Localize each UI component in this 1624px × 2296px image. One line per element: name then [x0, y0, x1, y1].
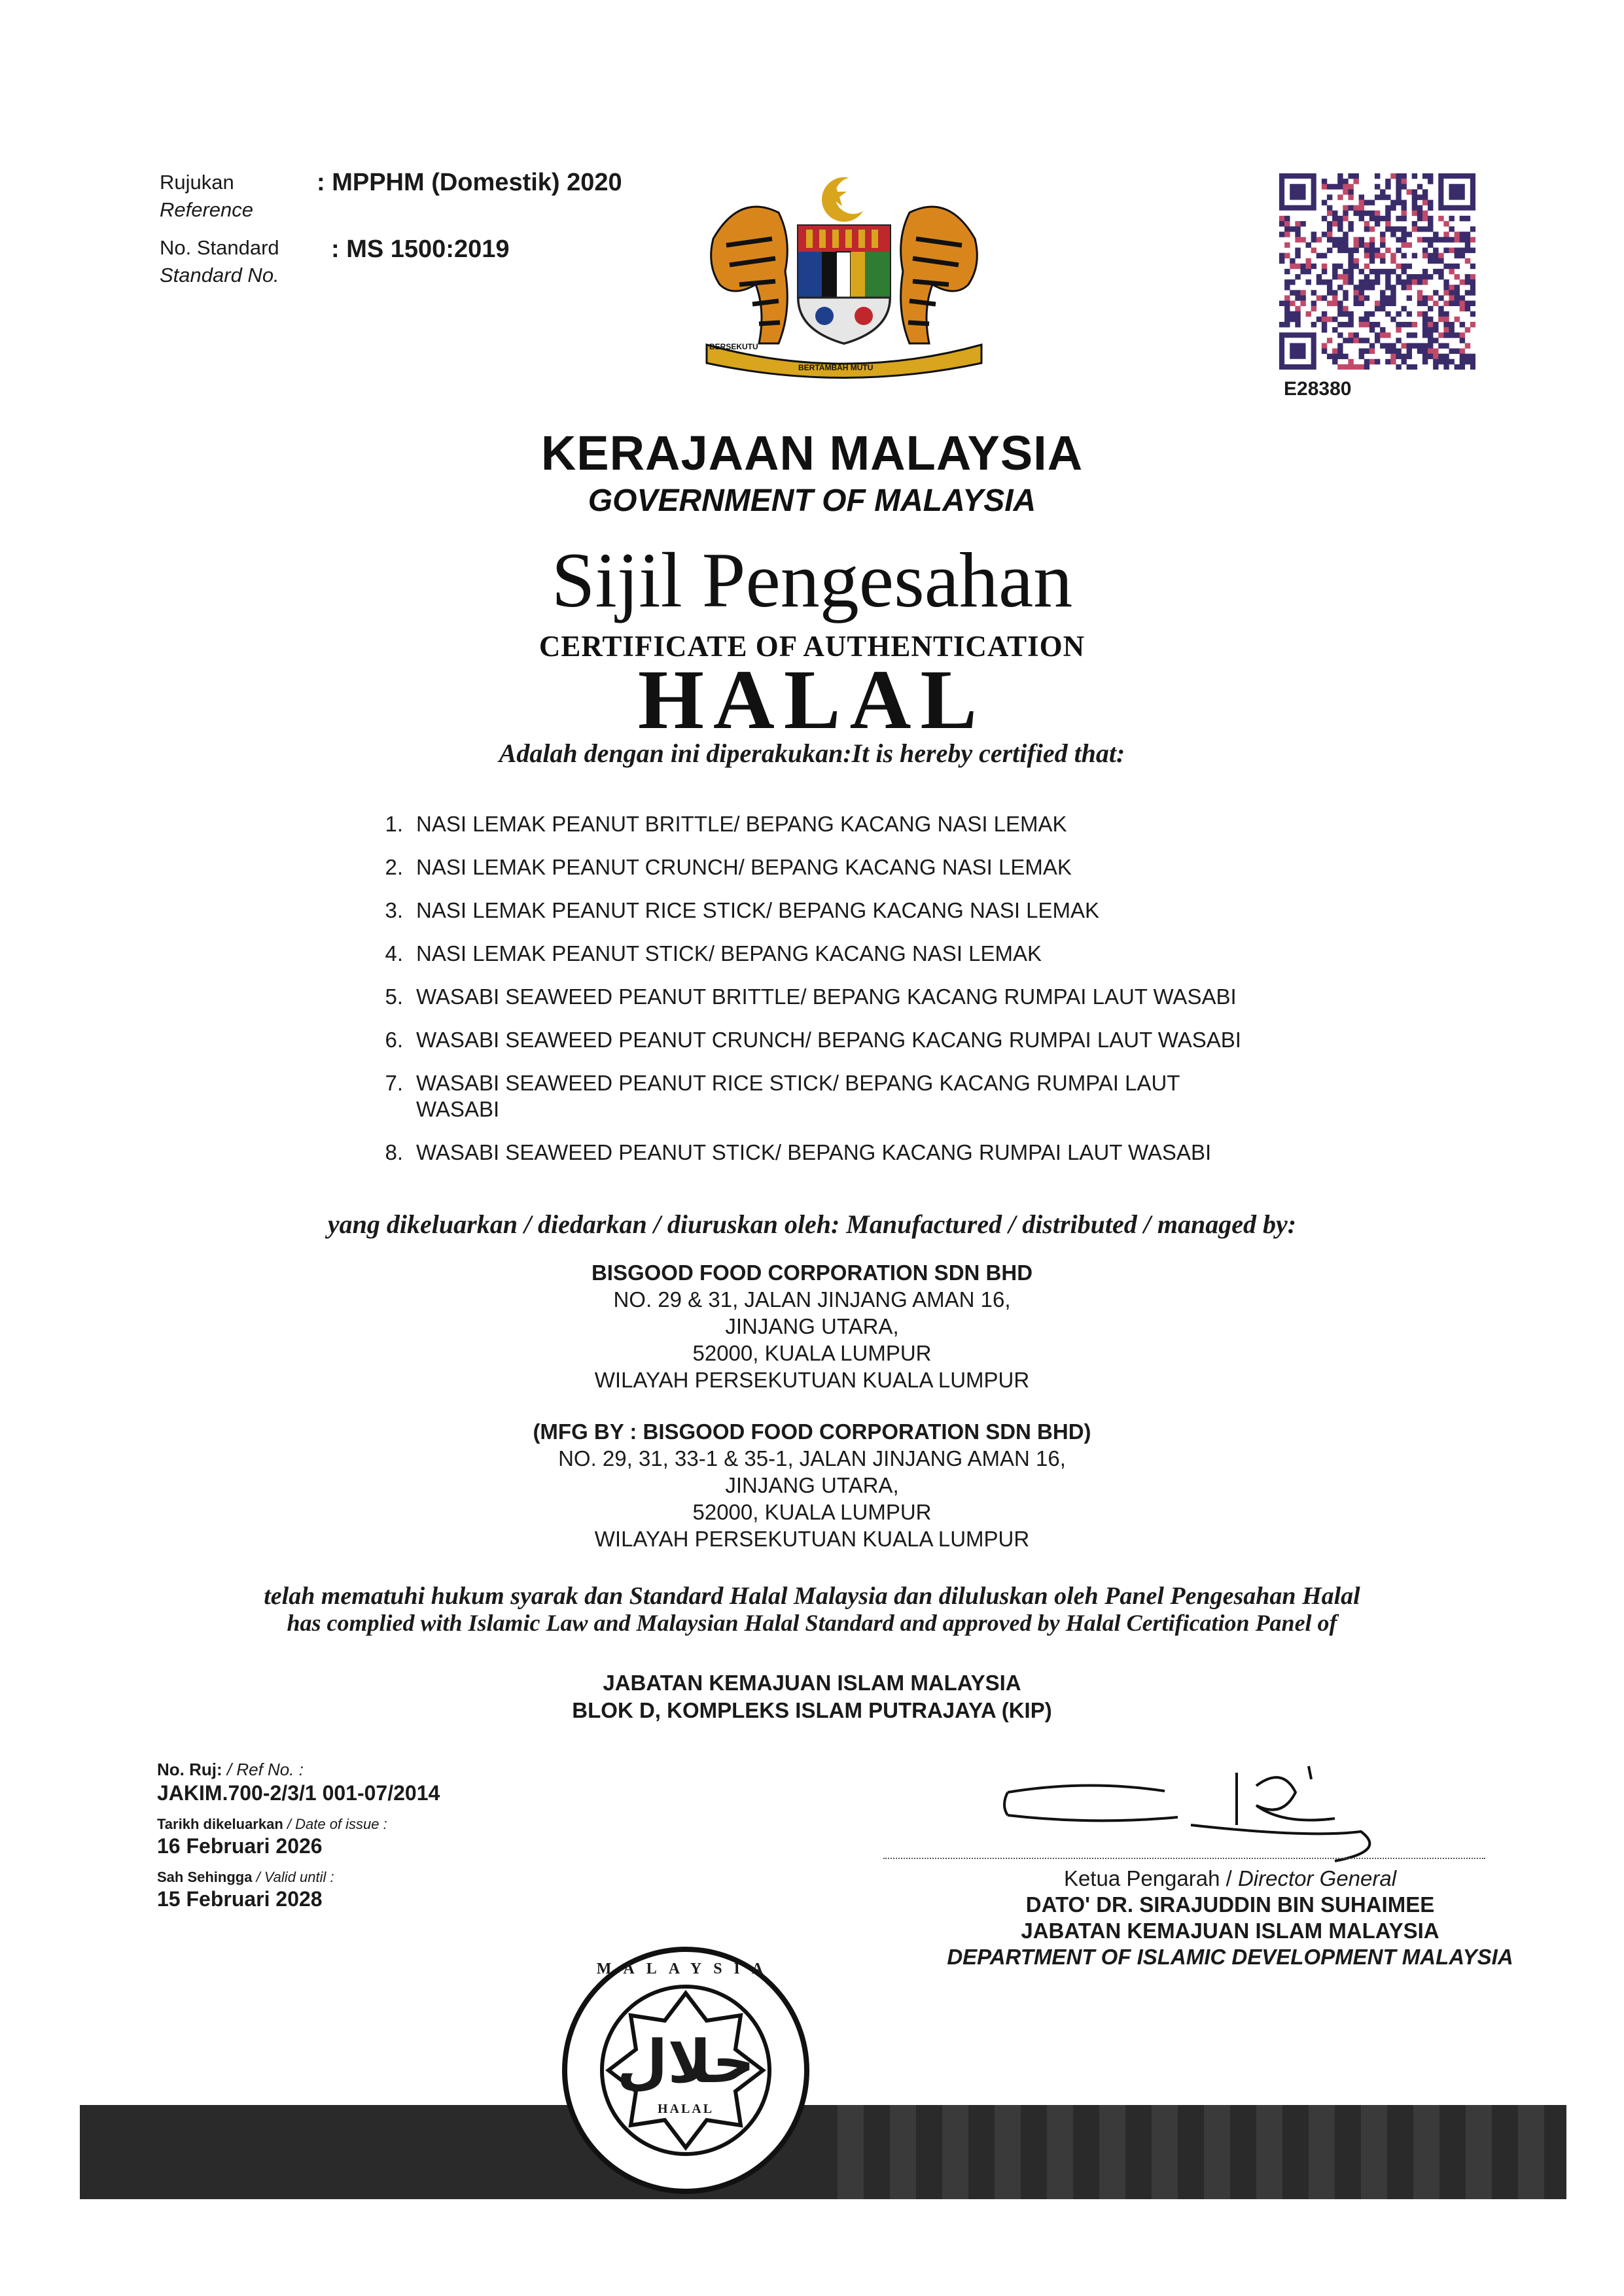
- ref-value: JAKIM.700-2/3/1 001-07/2014: [157, 1781, 440, 1805]
- seal-label: HALAL: [657, 2102, 715, 2116]
- valid-label-ms: Sah Sehingga: [157, 1869, 253, 1885]
- list-item: [359, 1027, 1314, 1053]
- signatory-block: [903, 1866, 1557, 1970]
- item-text: NASI LEMAK PEANUT CRUNCH/ BEPANG KACANG NASI LEMAK: [416, 855, 1072, 879]
- crest-motto-left: BERSEKUTU: [709, 342, 758, 351]
- manufacturer-heading: yang dikeluarkan / diedarkan / diuruskan oleh: Manufactured / distributed / managed by:: [327, 1209, 1297, 1239]
- item-number: 6.: [385, 1028, 403, 1052]
- issue-label-ms: Tarikh dikeluarkan: [157, 1816, 283, 1832]
- company-address-line: NO. 29 & 31, JALAN JINJANG AMAN 16,: [613, 1287, 1011, 1312]
- company-address-line: WILAYAH PERSEKUTUAN KUALA LUMPUR: [594, 1368, 1030, 1392]
- mfg-address-line: JINJANG UTARA,: [725, 1473, 899, 1497]
- footer-bar-texture: [811, 2105, 1566, 2199]
- compliance-ms: telah mematuhi hukum syarak dan Standard Halal Malaysia dan diluluskan oleh Panel Pengesahan Halal: [264, 1582, 1360, 1610]
- list-item: [359, 897, 1314, 924]
- item-text: NASI LEMAK PEANUT RICE STICK/ BEPANG KACANG NASI LEMAK: [416, 898, 1100, 922]
- seal-ring-text: MALAYSIA: [596, 1960, 775, 1977]
- list-item: [359, 1070, 1314, 1122]
- standard-label-en: Standard No.: [160, 264, 279, 287]
- valid-label-en: / Valid until :: [252, 1869, 334, 1885]
- coat-of-arms-icon: [694, 167, 995, 389]
- halal-seal-icon: [561, 1946, 810, 2195]
- list-item: [359, 984, 1314, 1010]
- ref-label: [157, 1760, 440, 1780]
- qr-code-id: E28380: [1284, 378, 1352, 400]
- compliance-en: has complied with Islamic Law and Malaysian Halal Standard and approved by Halal Certification Panel of: [287, 1610, 1337, 1636]
- authority-name: JABATAN KEMAJUAN ISLAM MALAYSIA: [603, 1671, 1021, 1695]
- mfg-name: (MFG BY : BISGOOD FOOD CORPORATION SDN BHD): [533, 1419, 1091, 1444]
- issue-label: [157, 1816, 440, 1833]
- item-text: WASABI SEAWEED PEANUT STICK/ BEPANG KACANG RUMPAI LAUT WASABI: [416, 1140, 1212, 1164]
- item-number: 2.: [385, 855, 403, 879]
- item-number: 3.: [385, 898, 403, 922]
- company-address-line: JINJANG UTARA,: [725, 1314, 899, 1338]
- item-number: 1.: [385, 812, 403, 836]
- signature-icon: [995, 1753, 1387, 1864]
- item-text: WASABI SEAWEED PEANUT CRUNCH/ BEPANG KACANG RUMPAI LAUT WASABI: [416, 1028, 1241, 1052]
- crest-motto-ribbon: BERTAMBAH MUTU: [798, 363, 874, 372]
- ref-label-ms: No. Ruj:: [157, 1760, 222, 1779]
- company-name: BISGOOD FOOD CORPORATION SDN BHD: [591, 1261, 1033, 1285]
- list-item: [359, 854, 1314, 880]
- standard-value: : MS 1500:2019: [331, 235, 510, 263]
- reference-label-en: Reference: [160, 198, 254, 221]
- item-number: 4.: [385, 941, 403, 965]
- item-number: 8.: [385, 1140, 403, 1164]
- signatory-title-en: Director General: [1237, 1866, 1397, 1890]
- valid-date: 15 Februari 2028: [157, 1887, 323, 1911]
- item-text: NASI LEMAK PEANUT STICK/ BEPANG KACANG NASI LEMAK: [416, 941, 1042, 965]
- meta-block: [157, 1760, 440, 1911]
- product-list: [359, 811, 1314, 1183]
- standard-label-ms: No. Standard: [160, 236, 279, 259]
- signatory-title-ms: Ketua Pengarah /: [1063, 1866, 1238, 1890]
- valid-label: [157, 1869, 440, 1886]
- standard-label: [160, 234, 279, 289]
- company-address-line: 52000, KUALA LUMPUR: [692, 1341, 932, 1365]
- signatory-title: [903, 1866, 1557, 1892]
- item-text: NASI LEMAK PEANUT BRITTLE/ BEPANG KACANG NASI LEMAK: [416, 812, 1067, 836]
- list-item: [359, 811, 1314, 837]
- authority-address: BLOK D, KOMPLEKS ISLAM PUTRAJAYA (KIP): [572, 1698, 1052, 1722]
- company-block: [0, 1259, 1624, 1393]
- government-title-en: GOVERNMENT OF MALAYSIA: [588, 483, 1036, 518]
- certificate-title-en: CERTIFICATE OF AUTHENTICATION: [538, 630, 1086, 663]
- mfg-block: [0, 1418, 1624, 1552]
- reference-value: : MPPHM (Domestik) 2020: [317, 169, 622, 196]
- signature-line: [883, 1858, 1485, 1859]
- certificate-title-ms: Sijil Pengesahan: [551, 536, 1073, 623]
- issue-date: 16 Februari 2026: [157, 1834, 323, 1858]
- item-text: WASABI SEAWEED PEANUT BRITTLE/ BEPANG KACANG RUMPAI LAUT WASABI: [416, 984, 1237, 1009]
- item-number: 5.: [385, 984, 403, 1009]
- government-title-ms: KERAJAAN MALAYSIA: [540, 426, 1084, 480]
- reference-label-ms: Rujukan: [160, 171, 234, 194]
- mfg-address-line: NO. 29, 31, 33-1 & 35-1, JALAN JINJANG AMAN 16,: [558, 1446, 1066, 1470]
- qr-code-icon: [1279, 173, 1475, 370]
- authority-block: [0, 1669, 1624, 1724]
- reference-label: [160, 169, 253, 224]
- signatory-dept-en: DEPARTMENT OF ISLAMIC DEVELOPMENT MALAYSIA: [947, 1945, 1513, 1969]
- certified-that: Adalah dengan ini diperakukan:It is hereby certified that:: [499, 739, 1125, 768]
- seal-arabic: حلال: [616, 2028, 755, 2096]
- mfg-address-line: WILAYAH PERSEKUTUAN KUALA LUMPUR: [594, 1527, 1030, 1551]
- list-item: [359, 1139, 1314, 1166]
- item-number: 7.: [385, 1071, 403, 1095]
- halal-title: HALAL: [637, 653, 987, 747]
- signatory-name: DATO' DR. SIRAJUDDIN BIN SUHAIMEE: [1025, 1892, 1435, 1917]
- item-text: WASABI SEAWEED PEANUT RICE STICK/ BEPANG KACANG RUMPAI LAUT WASABI: [416, 1071, 1180, 1121]
- signatory-dept-ms: JABATAN KEMAJUAN ISLAM MALAYSIA: [1021, 1919, 1439, 1943]
- list-item: [359, 941, 1314, 967]
- mfg-address-line: 52000, KUALA LUMPUR: [692, 1500, 932, 1524]
- issue-label-en: / Date of issue :: [283, 1816, 387, 1832]
- ref-label-en: / Ref No. :: [222, 1760, 304, 1779]
